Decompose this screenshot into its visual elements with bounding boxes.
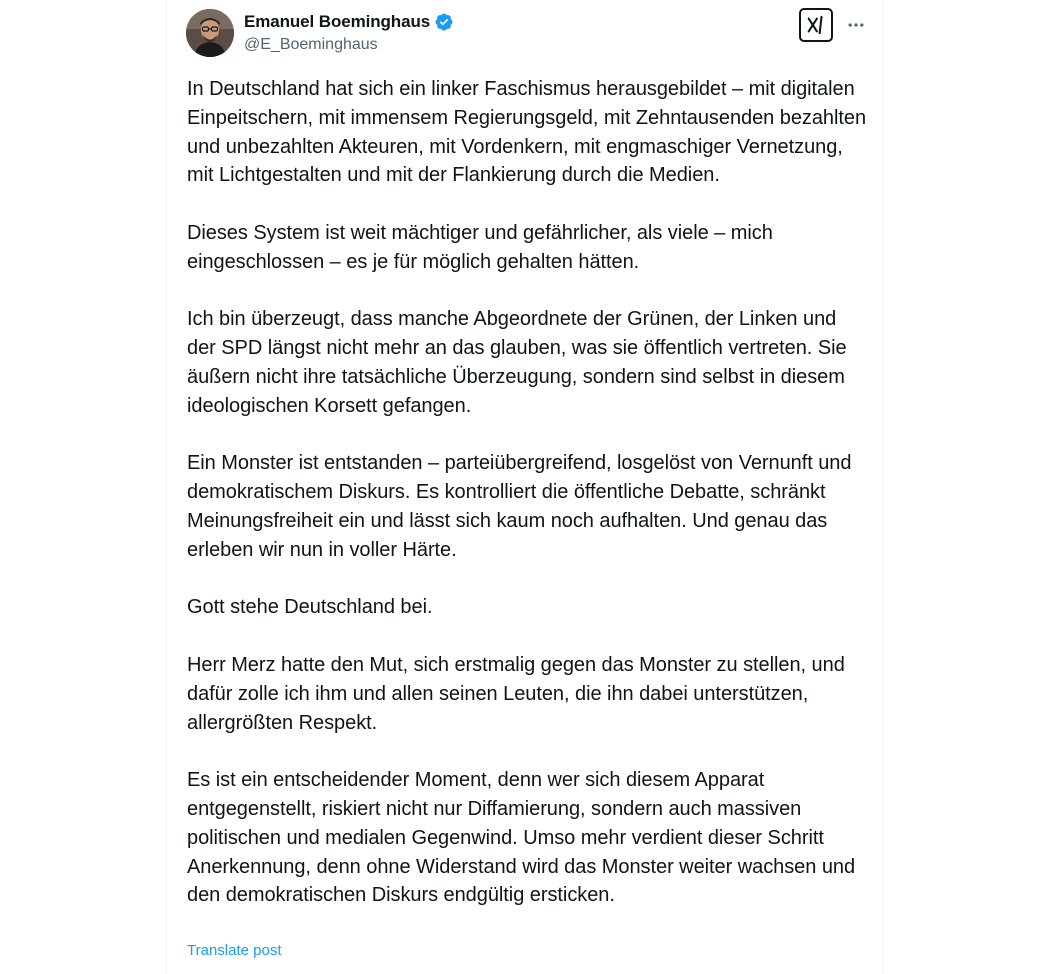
author-display-name[interactable]: Emanuel Boeminghaus [244, 12, 431, 31]
author-avatar[interactable] [186, 9, 234, 57]
author-name-row [244, 10, 454, 34]
post-paragraph: Herr Merz hatte den Mut, sich erstmalig gegen das Monster zu stellen, und dafür zolle ich ihm und allen seinen Leuten, die ihn dabei unterstützen, allergrößten Respekt. [187, 653, 845, 734]
grok-button[interactable] [799, 8, 833, 42]
post-text [187, 75, 867, 910]
post-paragraph: Dieses System ist weit mächtiger und gefährlicher, als viele – mich eingeschlossen – es je für möglich gehalten hätten. [187, 221, 773, 273]
grok-icon [805, 14, 827, 36]
person-avatar-icon [186, 9, 234, 57]
more-options-button[interactable] [843, 12, 869, 38]
more-horizontal-icon [846, 15, 866, 35]
post-paragraph: Es ist ein entscheidender Moment, denn wer sich diesem Apparat entgegenstellt, riskiert nicht nur Diffamierung, sondern auch massiven politischen und medialen Gegenwind. Umso mehr verdient dieser Schritt Anerkennung, denn ohne Widerstand wird das Monster weiter wachsen und den demokratischen Diskurs endgültig ersticken. [187, 769, 856, 907]
author-handle[interactable]: @E_Boeminghaus [244, 36, 378, 53]
post-paragraph: In Deutschland hat sich ein linker Faschismus herausgebildet – mit digitalen Einpeitschern, mit immensem Regierungsgeld, mit Zehntausenden bezahlten und unbezahlten Akteuren, mit Vordenkern, mit engmaschiger Vernetzung, mit Lichtgestalten und mit der Flankierung durch die Medien. [187, 78, 867, 187]
post-card [166, 0, 884, 974]
verified-badge-icon[interactable] [434, 12, 454, 32]
post-paragraph: Gott stehe Deutschland bei. [187, 596, 433, 619]
translate-post-link[interactable]: Translate post [187, 942, 282, 959]
post-paragraph: Ein Monster ist entstanden – parteiübergreifend, losgelöst von Vernunft und demokratischem Diskurs. Es kontrolliert die öffentliche Debatte, schränkt Meinungsfreiheit ein und lässt sich kaum noch aufhalten. Und genau das erleben wir nun in voller Härte. [187, 452, 852, 561]
post-paragraph: Ich bin überzeugt, dass manche Abgeordnete der Grünen, der Linken und der SPD längst nicht mehr an das glauben, was sie öffentlich vertreten. Sie äußern nicht ihre tatsächliche Überzeugung, sondern sind selbst in diesem ideologischen Korsett gefangen. [187, 308, 847, 417]
